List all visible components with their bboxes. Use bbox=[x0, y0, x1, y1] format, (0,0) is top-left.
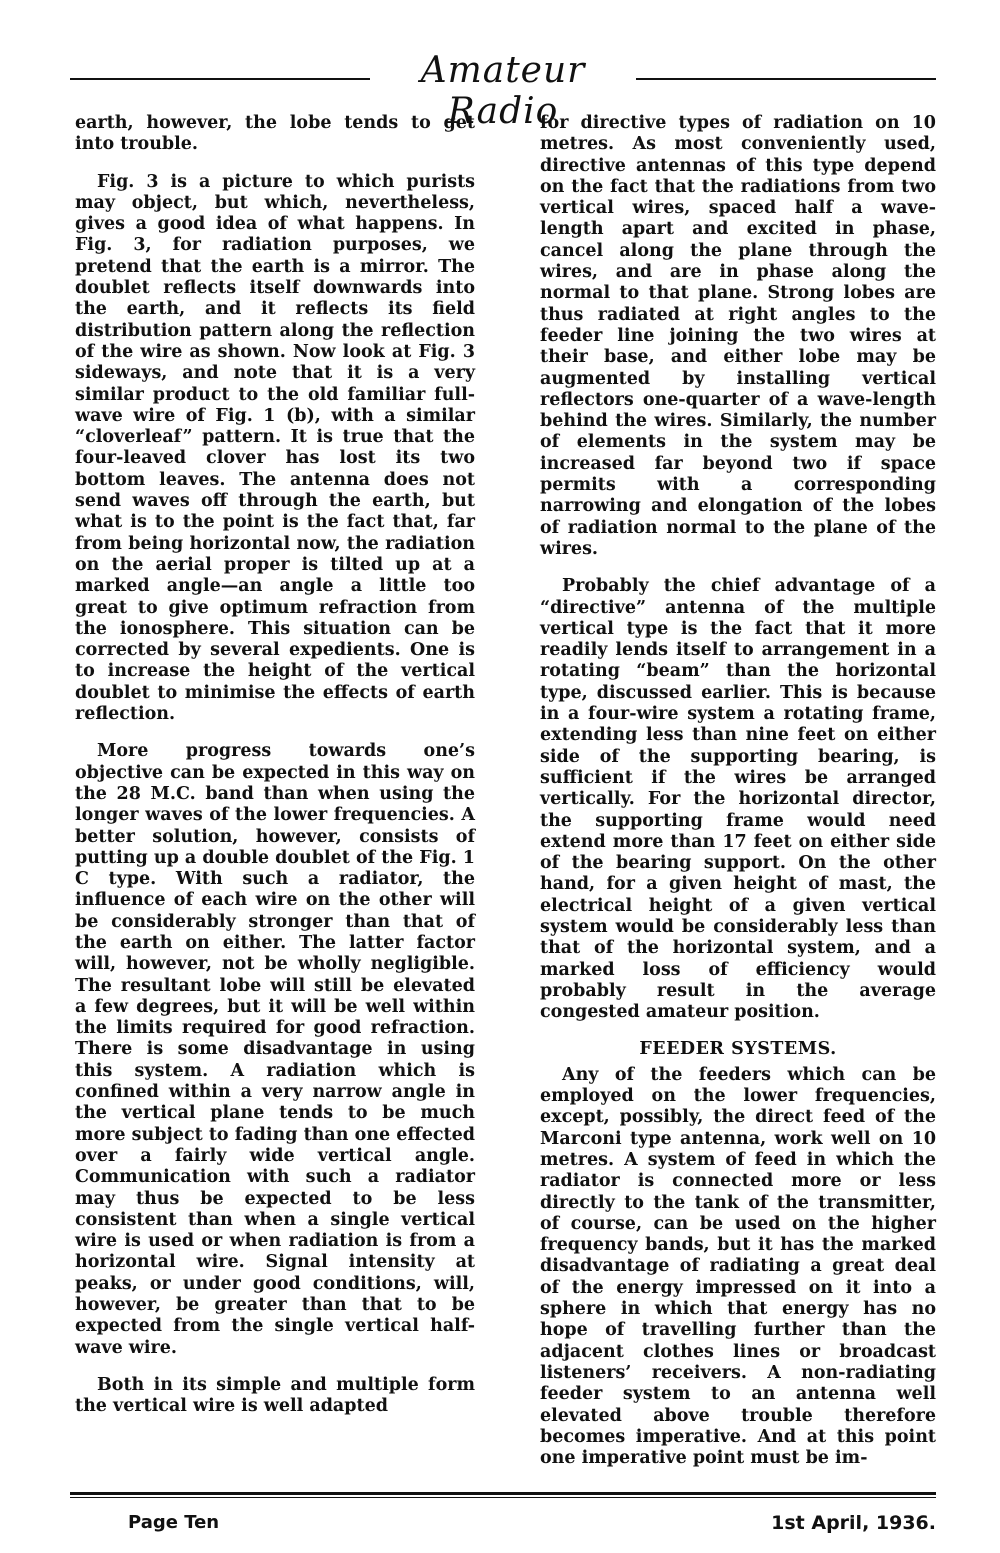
masthead bbox=[70, 48, 936, 132]
paragraph: More progress towards one’s objective can be expected in this way on the 28 M.C. band than when using the longer waves of the lower frequencies. A better solution, however, consists of putting up a double doublet of the Fig. 1 C type. With such a radiator, the influence of each wire on the other will be considerably stronger than that of the earth on either. The latter factor will, however, not be wholly negligible. The resultant lobe will still be elevated a few degrees, but it will be well within the limits required for good refraction. There is some disadvantage in using this system. A radiation which is confined within a very narrow angle in the vertical plane tends to be much more subject to fading than one effected over a fairly wide vertical angle. Communication with such a radiator may thus be expected to be less consistent than when a single vertical wire is used or when radiation is from a horizontal wire. Signal intensity at peaks, or under good conditions, will, however, be greater than that to be expected from the single vertical half-wave wire. bbox=[75, 741, 475, 1358]
masthead-rule-right bbox=[636, 78, 936, 80]
section-heading: FEEDER SYSTEMS. bbox=[639, 1039, 837, 1060]
paragraph: for directive types of radiation on 10 metres. As most conveniently used, directive antennas of this type depend on the fact that the radiations from two vertical wires, spaced half a wave-length apart and excited in phase, cancel along the plane through the wires, and are in phase along the normal to that plane. Strong lobes are thus radiated at right angles to the feeder line joining the two wires at their base, and either lobe may be augmented by installing vertical reflectors one-quarter of a wave-length behind the wires. Similarly, the number of elements in the system may be increased far beyond two if space permits with a corresponding narrowing and elongation of the lobes of radiation normal to the plane of the wires. bbox=[540, 113, 936, 559]
paragraph: Both in its simple and multiple form the vertical wire is well adapted bbox=[75, 1374, 475, 1417]
paragraph: Any of the feeders which can be employed on the lower frequencies, except, possibly, the direct feed of the Marconi type antenna, work well on 10 metres. A system of feed in which the radiator is connected more or less directly to the tank of the transmitter, of course, can be used on the higher frequency bands, but it has the marked disadvantage of radiating a great deal of the energy impressed on it into a sphere in which that energy has no hope of travelling further than the adjacent clothes lines or broadcast listeners’ receivers. A non-radiating feeder system to an antenna well elevated above trouble therefore becomes imperative. And at this point one imperative point must be im- bbox=[540, 1064, 936, 1469]
paragraph: Fig. 3 is a picture to which purists may object, but which, nevertheless, gives a good idea of what happens. In Fig. 3, for radiation purposes, we pretend that the earth is a mirror. The doublet reflects itself downwards into the earth, and it reflects its field distribution pattern along the reflection of the wire as shown. Now look at Fig. 3 sideways, and note that it is a very similar product to the old familiar full-wave wire of Fig. 1 (b), with a similar “cloverleaf” pattern. It is true that the four-leaved clover has lost its two bottom leaves. The antenna does not send waves off through the earth, but what is to the point is the fact that, far from being horizontal now, the radiation on the aerial proper is tilted up at a marked angle—an angle a little too great to give optimum refraction from the ionosphere. This situation can be corrected by several expedients. One is to increase the height of the vertical doublet to minimise the effects of earth reflection. bbox=[75, 171, 475, 725]
footer-rule bbox=[70, 1492, 936, 1495]
right-column bbox=[540, 113, 936, 1485]
issue-date: 1st April, 1936. bbox=[771, 1512, 936, 1534]
magazine-title: Amateur Radio bbox=[420, 50, 586, 132]
page-number: Page Ten bbox=[128, 1512, 220, 1533]
masthead-rule-left bbox=[70, 78, 370, 80]
footer-rule-thin bbox=[70, 1497, 936, 1498]
left-column bbox=[75, 113, 475, 1434]
paragraph: earth, however, the lobe tends to get into trouble. bbox=[75, 113, 475, 155]
paragraph: Probably the chief advantage of a “directive” antenna of the multiple vertical type is the fact that it more readily lends itself to arrangement in a rotating “beam” than the horizontal type, discussed earlier. This is because in a four-wire system a rotating frame, extending less than nine feet on either side of the supporting bearing, is sufficient if the wires be arranged vertically. For the horizontal director, the supporting frame would need extend more than 17 feet on either side of the bearing support. On the other hand, for a given height of mast, the electrical height of a given vertical system would be considerably less than that of the horizontal system, and a marked loss of efficiency would probably result in the average congested amateur position. bbox=[540, 576, 936, 1023]
